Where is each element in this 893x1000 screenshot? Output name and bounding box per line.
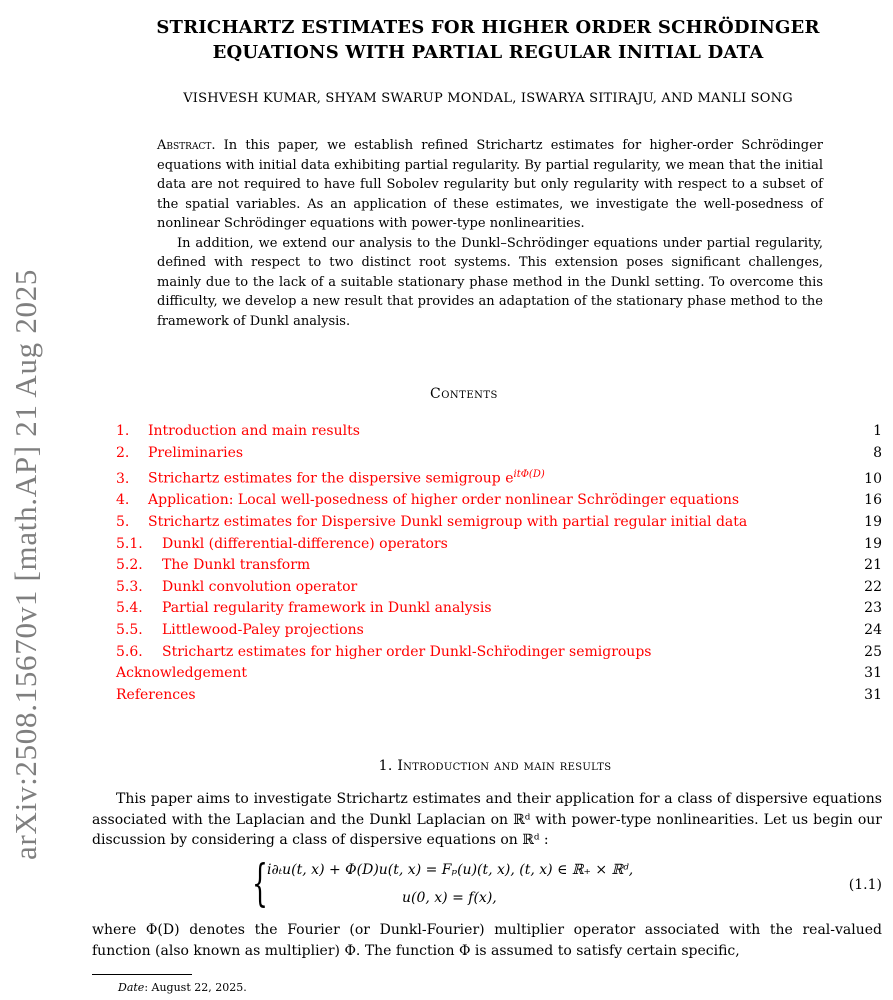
footnote-label: Date bbox=[118, 981, 145, 994]
toc-entry-number: 4. bbox=[116, 492, 130, 509]
toc-entry-title: Strichartz estimates for Dispersive Dunkl semigroup with partial regular initial data bbox=[148, 514, 748, 531]
toc-entry-link[interactable] bbox=[116, 443, 243, 465]
toc-entry[interactable] bbox=[116, 663, 882, 685]
toc-entry[interactable] bbox=[116, 685, 882, 707]
toc-entry-page: 10 bbox=[864, 470, 882, 487]
toc-entry-title: Strichartz estimates for higher order Dunkl-Schr̈odinger semigroups bbox=[162, 643, 652, 660]
toc-entry-link[interactable] bbox=[116, 598, 492, 620]
toc-entry-page: 21 bbox=[864, 557, 882, 574]
toc-entry-number: 5.3. bbox=[116, 578, 143, 595]
toc-entry[interactable] bbox=[116, 577, 882, 599]
table-of-contents bbox=[116, 421, 882, 706]
date-footnote bbox=[118, 981, 247, 994]
toc-entry[interactable] bbox=[116, 598, 882, 620]
toc-entry-title: Partial regularity framework in Dunkl analysis bbox=[162, 600, 492, 617]
equation-1-1 bbox=[252, 854, 882, 920]
toc-entry-number: 5.2. bbox=[116, 557, 143, 574]
toc-entry-title: The Dunkl transform bbox=[162, 557, 311, 574]
toc-entry-page: 8 bbox=[873, 444, 882, 461]
equation-line-2: u(0, x) = f(x), bbox=[402, 890, 497, 906]
toc-entry[interactable] bbox=[116, 642, 882, 664]
toc-entry[interactable] bbox=[116, 620, 882, 642]
abstract-text-1: In this paper, we establish refined Strichartz estimates for higher-order Schrödinger equations with initial data exhibiting partial regularity. By partial regularity, we mean that the initial data are not required to have full Sobolev regularity but only regularity with respect to a subset of the spatial variables. As an application of these estimates, we investigate the well-posedness of nonlinear Schrödinger equations with power-type nonlinearities. bbox=[157, 138, 823, 231]
toc-entry[interactable] bbox=[116, 555, 882, 577]
paper-title bbox=[118, 15, 858, 65]
toc-entry-link[interactable] bbox=[116, 577, 357, 599]
toc-entry-link[interactable] bbox=[116, 512, 747, 534]
toc-entry-number: 2. bbox=[116, 444, 130, 461]
intro-text: This paper aims to investigate Strichartz estimates and their application for a class of dispersive equations associated with the Laplacian and the Dunkl Laplacian on ℝᵈ with power-type nonlinearities. Let us begin our discussion by considering a class of dispersive equations on ℝᵈ : bbox=[92, 791, 882, 848]
toc-entry[interactable] bbox=[116, 421, 882, 443]
title-line-1: STRICHARTZ ESTIMATES FOR HIGHER ORDER SCHRÖDINGER bbox=[156, 17, 820, 38]
toc-entry-number: 5.6. bbox=[116, 643, 143, 660]
equation-tag: (1.1) bbox=[848, 877, 882, 893]
toc-entry[interactable] bbox=[116, 512, 882, 534]
toc-entry[interactable] bbox=[116, 534, 882, 556]
toc-entry-link[interactable] bbox=[116, 421, 360, 443]
toc-entry-number: 5.1. bbox=[116, 535, 143, 552]
toc-entry-title: Littlewood-Paley projections bbox=[162, 622, 364, 638]
toc-entry-number: 3. bbox=[116, 470, 130, 487]
footnote-rule bbox=[92, 974, 192, 975]
intro-paragraph bbox=[92, 789, 882, 851]
toc-entry-link[interactable] bbox=[116, 490, 739, 512]
toc-entry-page: 31 bbox=[864, 665, 882, 682]
toc-entry-link[interactable] bbox=[116, 663, 247, 685]
toc-entry-page: 23 bbox=[864, 600, 882, 617]
toc-entry-page: 16 bbox=[864, 492, 882, 509]
toc-entry-page: 22 bbox=[864, 578, 882, 595]
equation-line-1: i∂ₜu(t, x) + Φ(D)u(t, x) = Fₚ(u)(t, x), (t, x) ∈ ℝ₊ × ℝᵈ, bbox=[267, 862, 634, 878]
abstract bbox=[157, 136, 823, 331]
toc-entry-link[interactable] bbox=[116, 534, 448, 556]
toc-entry-page: 1 bbox=[873, 423, 882, 439]
toc-entry-title: Application: Local well-posedness of higher order nonlinear Schrödinger equations bbox=[148, 492, 740, 509]
equation-brace: { bbox=[252, 854, 268, 912]
toc-entry-link[interactable] bbox=[116, 685, 196, 707]
toc-entry-page: 25 bbox=[864, 643, 882, 660]
arxiv-identifier: arXiv:2508.15670v1 [math.AP] 21 Aug 2025 bbox=[8, 268, 43, 860]
toc-entry-title: Dunkl (differential-difference) operators bbox=[162, 535, 448, 552]
abstract-paragraph-1 bbox=[157, 136, 823, 234]
toc-entry-superscript: itΦ(D) bbox=[513, 469, 545, 481]
toc-entry-link[interactable] bbox=[116, 555, 310, 577]
toc-entry-link[interactable] bbox=[116, 620, 364, 642]
toc-entry-number: 5.4. bbox=[116, 600, 143, 617]
title-line-2: EQUATIONS WITH PARTIAL REGULAR INITIAL DATA bbox=[212, 42, 764, 63]
author-list: VISHVESH KUMAR, SHYAM SWARUP MONDAL, ISWARYA SITIRAJU, AND MANLI SONG bbox=[183, 91, 793, 106]
toc-entry-link[interactable] bbox=[116, 642, 651, 664]
abstract-heading: Abstract. bbox=[157, 138, 216, 153]
toc-entry-title: Strichartz estimates for the dispersive semigroup e bbox=[148, 470, 514, 487]
toc-entry-page: 31 bbox=[864, 686, 882, 703]
toc-entry-page: 19 bbox=[864, 514, 882, 531]
toc-entry[interactable] bbox=[116, 490, 882, 512]
toc-entry-number: 5. bbox=[116, 514, 130, 531]
toc-entry-title: References bbox=[116, 686, 196, 703]
toc-entry-number: 1. bbox=[116, 423, 130, 439]
toc-entry-number: 5.5. bbox=[116, 622, 143, 638]
toc-entry-link[interactable] bbox=[116, 464, 545, 490]
toc-entry-title: Dunkl convolution operator bbox=[162, 578, 358, 595]
toc-entry-title: Introduction and main results bbox=[148, 423, 360, 439]
toc-entry[interactable] bbox=[116, 464, 882, 490]
abstract-paragraph-2: In addition, we extend our analysis to the Dunkl–Schrödinger equations under partial regularity, defined with respect to two distinct root systems. This extension poses significant challenges, mainly due to the lack of a suitable stationary phase method in the Dunkl setting. To overcome this difficulty, we develop a new result that provides an adaptation of the stationary phase method to the framework of Dunkl analysis. bbox=[157, 235, 823, 329]
continuation-text: where Φ(D) denotes the Fourier (or Dunkl-Fourier) multiplier operator associated with the real-valued function (also known as multiplier) Φ. The function Φ is assumed to satisfy certain specific, bbox=[92, 922, 882, 959]
toc-entry-title: Acknowledgement bbox=[116, 665, 248, 682]
toc-entry[interactable] bbox=[116, 443, 882, 465]
continuation-paragraph bbox=[92, 920, 882, 961]
footnote-text: : August 22, 2025. bbox=[144, 981, 247, 994]
toc-entry-title: Preliminaries bbox=[148, 444, 244, 461]
toc-entry-page: 24 bbox=[864, 622, 882, 638]
section-heading: 1. Introduction and main results bbox=[378, 758, 612, 774]
contents-heading: Contents bbox=[430, 386, 498, 402]
toc-entry-page: 19 bbox=[864, 535, 882, 552]
